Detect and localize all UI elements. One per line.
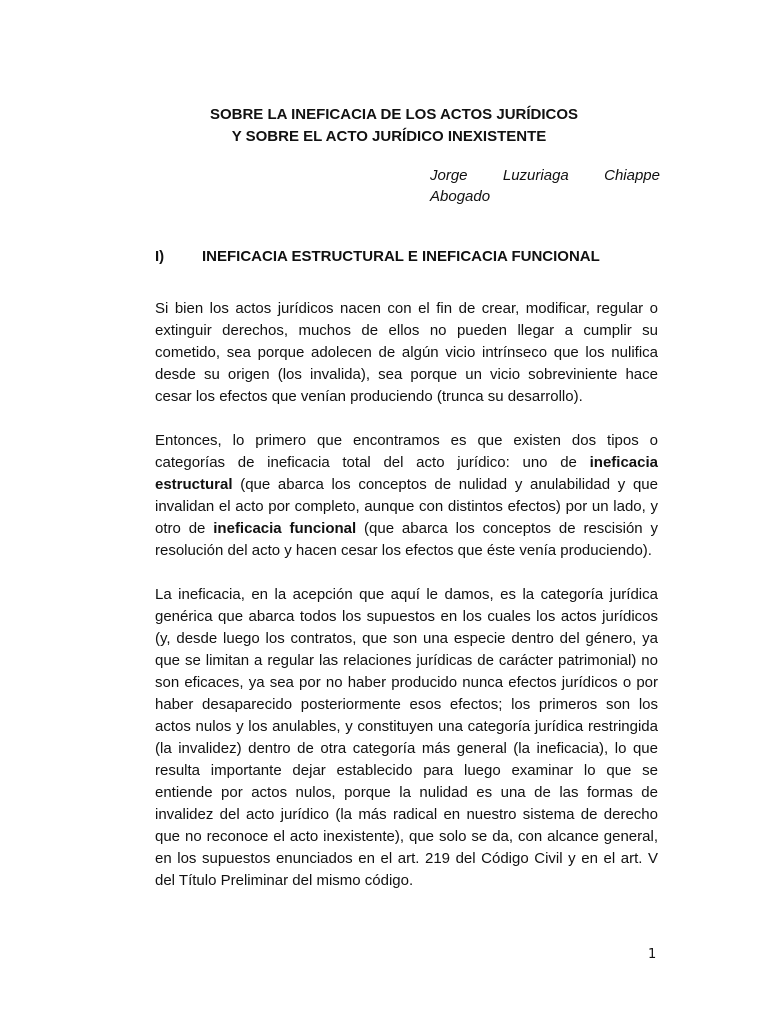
paragraph-2 (155, 430, 658, 562)
author-name (430, 165, 660, 186)
section-heading (155, 246, 675, 268)
paragraph-2-part-1: Entonces, lo primero que encontramos es que existen dos tipos o categorías de ineficacia total del acto jurídico: uno de (155, 432, 658, 471)
author-block (430, 165, 660, 207)
author-last-name: Chiappe (604, 167, 660, 184)
author-first-name: Jorge (430, 167, 468, 184)
term-ineficacia-funcional: ineficacia funcional (213, 520, 357, 537)
title-line-2: Y SOBRE EL ACTO JURÍDICO INEXISTENTE (231, 128, 547, 145)
author-middle-name: Luzuriaga (502, 167, 569, 184)
paragraph-2-part-3: (que abarca los conceptos de rescisión y resolución del acto y hacen cesar los efectos que éste venía produciendo). (155, 520, 659, 559)
term-ineficacia-estructural: ineficacia estructural (155, 454, 658, 493)
section-heading-text: INEFICACIA ESTRUCTURAL E INEFICACIA FUNCIONAL (202, 248, 600, 265)
document-title (0, 104, 768, 148)
author-role: Abogado (430, 188, 491, 205)
page-number: 1 (648, 947, 657, 962)
section-number: I) (155, 248, 165, 265)
paragraph-2-part-2: (que abarca los conceptos de nulidad y anulabilidad y que invalidan el acto por completo, aunque con distintos efectos) por un lado, y otro de (155, 476, 658, 537)
paragraph-1: Si bien los actos jurídicos nacen con el fin de crear, modificar, regular o extinguir derechos, muchos de ellos no pueden llegar a cumplir su cometido, sea porque adolecen de algún vicio intrínseco que los nulifica desde su origen (los invalida), sea porque un vicio sobreviniente hace cesar los efectos que venían produciendo (trunca su desarrollo). (155, 300, 658, 405)
title-line-1: SOBRE LA INEFICACIA DE LOS ACTOS JURÍDICOS (209, 106, 579, 123)
paragraph-3: La ineficacia, en la acepción que aquí le damos, es la categoría jurídica genérica que abarca todos los supuestos en los cuales los actos jurídicos (y, desde luego los contratos, que son una especie dentro del género, ya que se limitan a regular las relaciones jurídicas de carácter patrimonial) no son eficaces, ya sea por no haber producido nunca efectos jurídicos o por haber desaparecido posteriormente esos efectos; los primeros son los actos nulos y los anulables, y constituyen una categoría jurídica restringida (la invalidez) dentro de otra categoría más general (la ineficacia), lo que resulta importante dejar establecido para luego examinar lo que se entiende por actos nulos, porque la nulidad es una de las formas de invalidez del acto jurídico (la más radical en nuestro sistema de derecho que no reconoce el acto inexistente), que solo se da, con alcance general, en los supuestos enunciados en el art. 219 del Código Civil y en el art. V del Título Preliminar del mismo código. (155, 586, 658, 889)
